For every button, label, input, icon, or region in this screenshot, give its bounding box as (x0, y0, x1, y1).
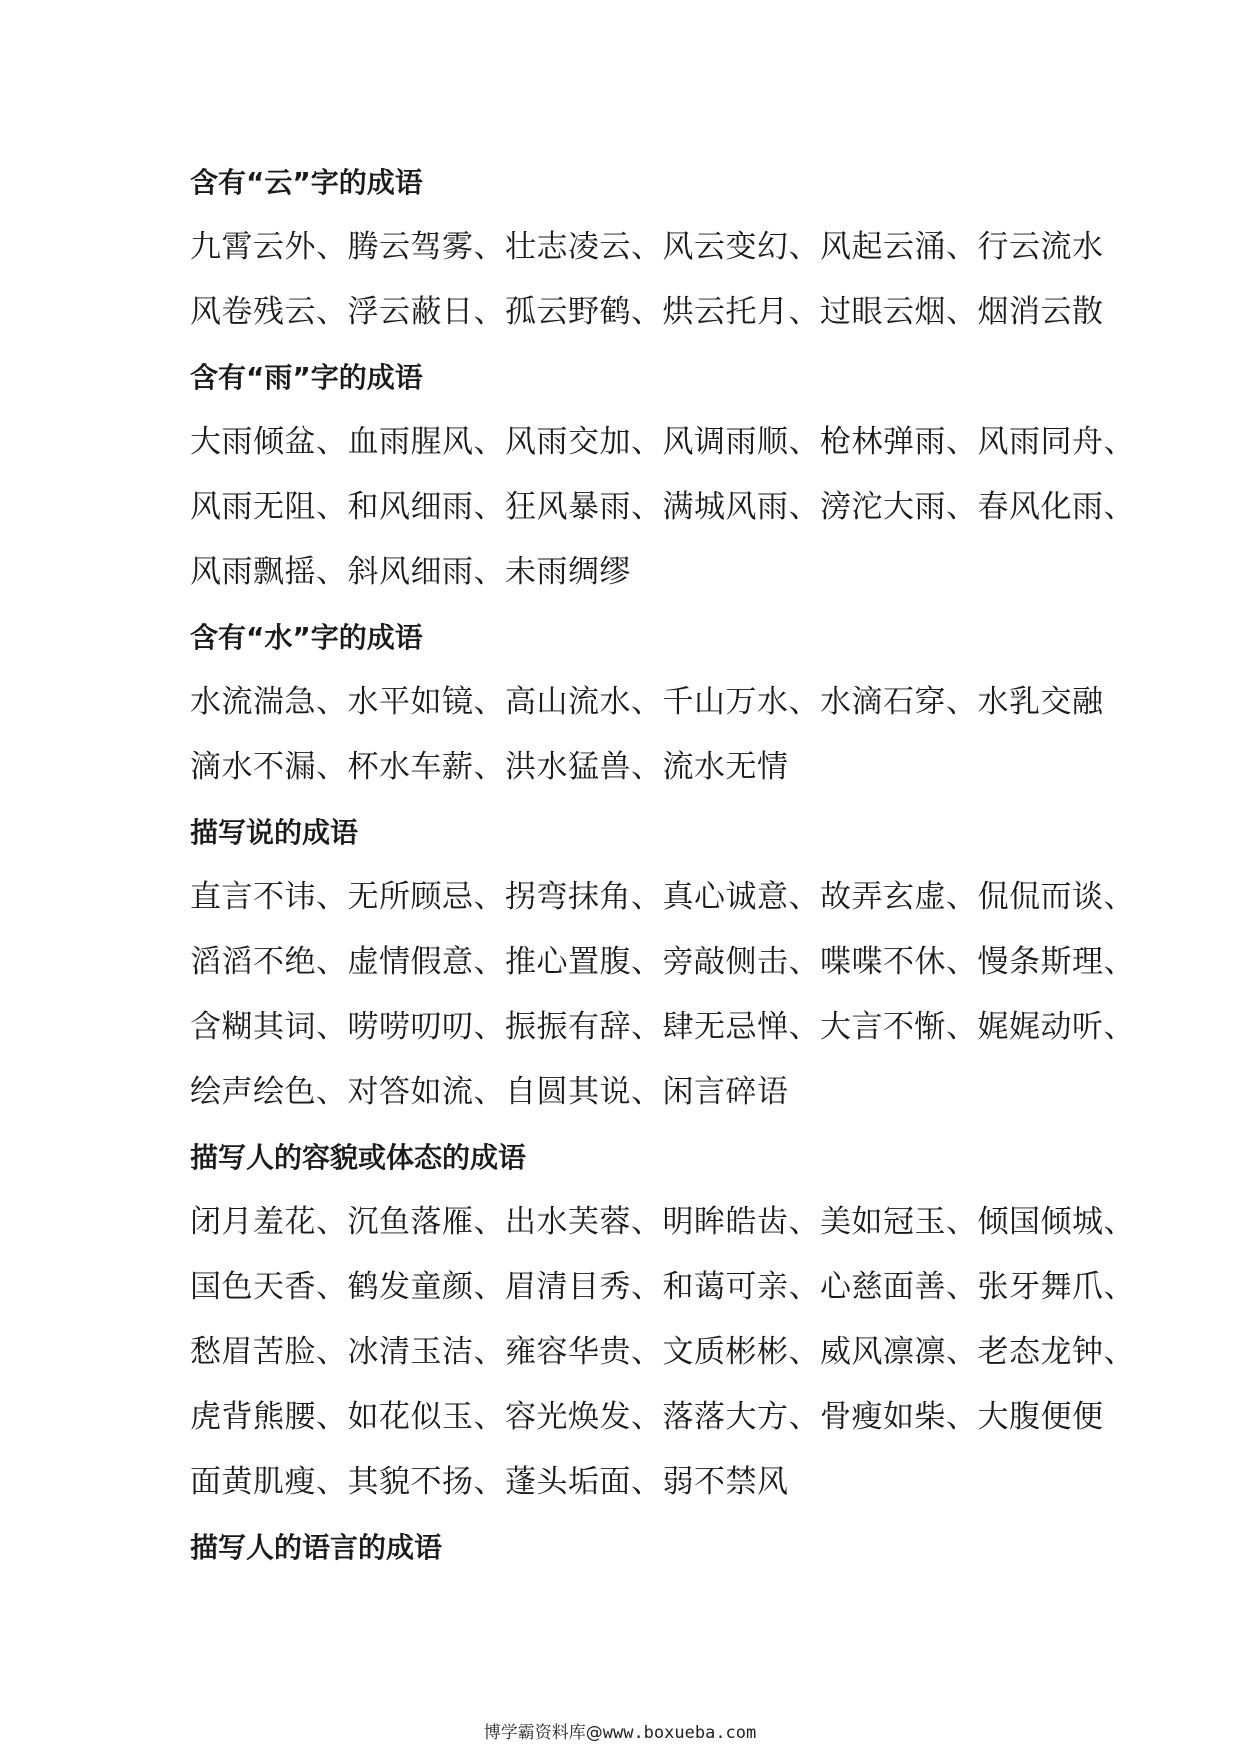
idiom-line: 直言不讳、无所顾忌、拐弯抹角、真心诚意、故弄玄虚、侃侃而谈、 (190, 879, 1135, 915)
idiom-line: 滴水不漏、杯水车薪、洪水猛兽、流水无情 (190, 749, 789, 785)
section-heading: 含有“雨”字的成语 (190, 361, 423, 394)
idiom-line: 风雨无阻、和风细雨、狂风暴雨、满城风雨、滂沱大雨、春风化雨、 (190, 489, 1135, 525)
idiom-line: 含糊其词、唠唠叨叨、振振有辞、肆无忌惮、大言不惭、娓娓动听、 (190, 1009, 1135, 1045)
idiom-line: 面黄肌瘦、其貌不扬、蓬头垢面、弱不禁风 (190, 1464, 789, 1500)
idiom-line: 绘声绘色、对答如流、自圆其说、闲言碎语 (190, 1074, 789, 1110)
footer-site-link[interactable]: www.boxueba.com (602, 1723, 757, 1743)
page-footer (0, 1718, 1240, 1743)
section-water-idioms (190, 605, 1104, 800)
idiom-line: 风雨飘摇、斜风细雨、未雨绸缪 (190, 554, 631, 590)
idiom-line: 愁眉苦脸、冰清玉洁、雍容华贵、文质彬彬、威风凛凛、老态龙钟、 (190, 1334, 1135, 1370)
idiom-line: 闭月羞花、沉鱼落雁、出水芙蓉、明眸皓齿、美如冠玉、倾国倾城、 (190, 1204, 1135, 1240)
section-heading: 描写人的语言的成语 (190, 1531, 443, 1564)
footer-label: 博学霸资料库@ (483, 1723, 603, 1743)
idiom-line: 滔滔不绝、虚情假意、推心置腹、旁敲侧击、喋喋不休、慢条斯理、 (190, 944, 1135, 980)
section-rain-idioms (190, 345, 1135, 605)
idiom-sections (190, 150, 1135, 1580)
idiom-line: 虎背熊腰、如花似玉、容光焕发、落落大方、骨瘦如柴、大腹便便 (190, 1399, 1104, 1435)
section-heading: 含有“水”字的成语 (190, 621, 423, 654)
idiom-line: 国色天香、鹤发童颜、眉清目秀、和蔼可亲、心慈面善、张牙舞爪、 (190, 1269, 1135, 1305)
section-heading: 描写人的容貌或体态的成语 (190, 1141, 527, 1174)
idiom-line: 风卷残云、浮云蔽日、孤云野鹤、烘云托月、过眼云烟、烟消云散 (190, 294, 1104, 330)
section-heading: 含有“云”字的成语 (190, 166, 423, 199)
section-language-idioms (190, 1515, 1090, 1580)
section-heading: 描写说的成语 (190, 816, 359, 849)
section-cloud-idioms (190, 150, 1104, 345)
section-speaking-idioms (190, 800, 1135, 1125)
idiom-line: 九霄云外、腾云驾雾、壮志凌云、风云变幻、风起云涌、行云流水 (190, 229, 1104, 265)
idiom-line: 水流湍急、水平如镜、高山流水、千山万水、水滴石穿、水乳交融 (190, 684, 1104, 720)
idiom-line: 大雨倾盆、血雨腥风、风雨交加、风调雨顺、枪林弹雨、风雨同舟、 (190, 424, 1135, 460)
section-appearance-idioms (190, 1125, 1135, 1515)
